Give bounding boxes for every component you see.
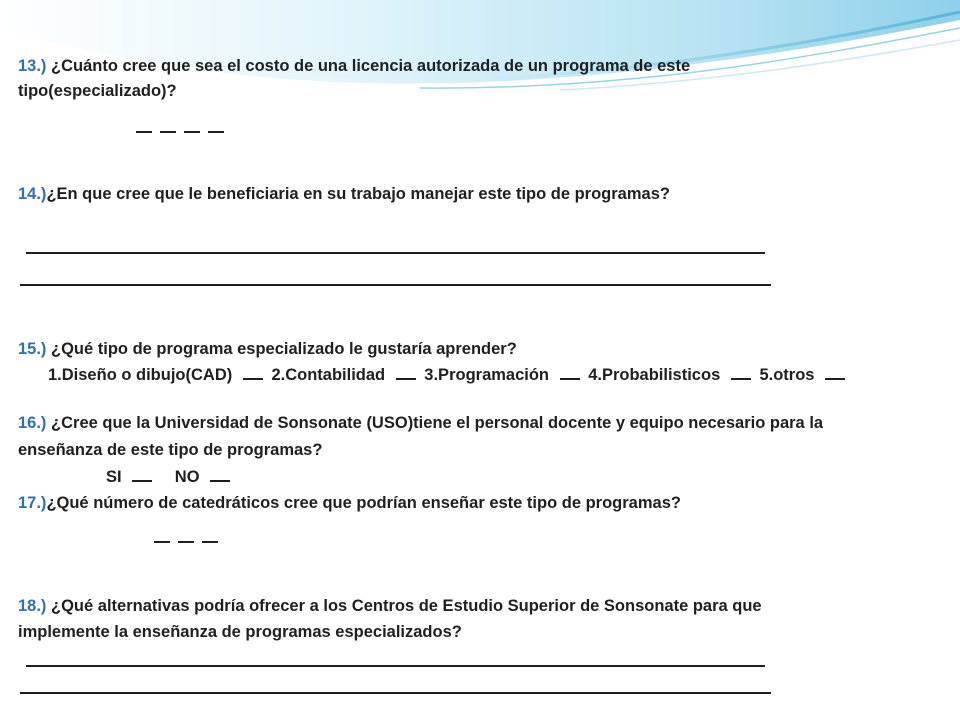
question-13-line-2: tipo(especializado)? (18, 82, 177, 100)
q13-answer-blank[interactable] (184, 131, 200, 133)
answer-yes-label: SI (106, 468, 122, 486)
option-contabilidad-blank[interactable] (396, 378, 416, 380)
option-cad: 1.Diseño o dibujo(CAD) (48, 366, 233, 384)
q14-answer-line-1[interactable] (26, 252, 765, 254)
q18-answer-line-1[interactable] (26, 665, 765, 667)
question-16-line-1 (18, 413, 823, 433)
question-15 (18, 339, 517, 359)
option-programacion: 3.Programación (424, 366, 550, 384)
question-15-options (48, 365, 845, 385)
answer-yes-blank[interactable] (132, 480, 152, 482)
question-15-text: ¿Qué tipo de programa especializado le gustaría aprender? (46, 340, 517, 358)
answer-no-label: NO (174, 468, 200, 486)
q18-answer-line-2[interactable] (20, 692, 771, 694)
question-15-number: 15.) (18, 340, 47, 358)
question-13-text: ¿Cuánto cree que sea el costo de una licencia autorizada de un programa de este (46, 57, 691, 75)
q17-answer-blank[interactable] (178, 541, 194, 543)
option-cad-blank[interactable] (243, 378, 263, 380)
option-otros-blank[interactable] (825, 378, 845, 380)
q13-answer-blank[interactable] (160, 131, 176, 133)
option-programacion-blank[interactable] (560, 378, 580, 380)
question-17 (18, 493, 681, 513)
question-14-text: ¿En que cree que le beneficiaria en su trabajo manejar este tipo de programas? (46, 185, 670, 203)
question-13-line-1 (18, 56, 690, 76)
q13-answer-blank[interactable] (208, 131, 224, 133)
question-16-number: 16.) (18, 414, 47, 432)
q14-answer-line-2[interactable] (20, 284, 771, 286)
q13-answer-blank[interactable] (136, 131, 152, 133)
question-17-text: ¿Qué número de catedráticos cree que podrían enseñar este tipo de programas? (46, 494, 681, 512)
answer-no-blank[interactable] (210, 480, 230, 482)
question-18-line-1 (18, 596, 762, 616)
question-14-number: 14.) (18, 185, 47, 203)
question-18-number: 18.) (18, 597, 47, 615)
question-18-text: ¿Qué alternativas podría ofrecer a los Centros de Estudio Superior de Sonsonate para que (46, 597, 762, 615)
question-18-line-2: implemente la enseñanza de programas especializados? (18, 623, 462, 641)
question-14 (18, 184, 670, 204)
option-probabilisticos-blank[interactable] (731, 378, 751, 380)
option-otros: 5.otros (759, 366, 815, 384)
q17-answer-blank[interactable] (202, 541, 218, 543)
question-17-number: 17.) (18, 494, 47, 512)
question-16-line-2: enseñanza de este tipo de programas? (18, 441, 323, 459)
q17-answer-blank[interactable] (154, 541, 170, 543)
option-probabilisticos: 4.Probabilisticos (588, 366, 721, 384)
question-16-answers (106, 467, 230, 487)
question-13-number: 13.) (18, 57, 47, 75)
option-contabilidad: 2.Contabilidad (271, 366, 386, 384)
question-16-text: ¿Cree que la Universidad de Sonsonate (USO)tiene el personal docente y equipo necesario para la (46, 414, 824, 432)
